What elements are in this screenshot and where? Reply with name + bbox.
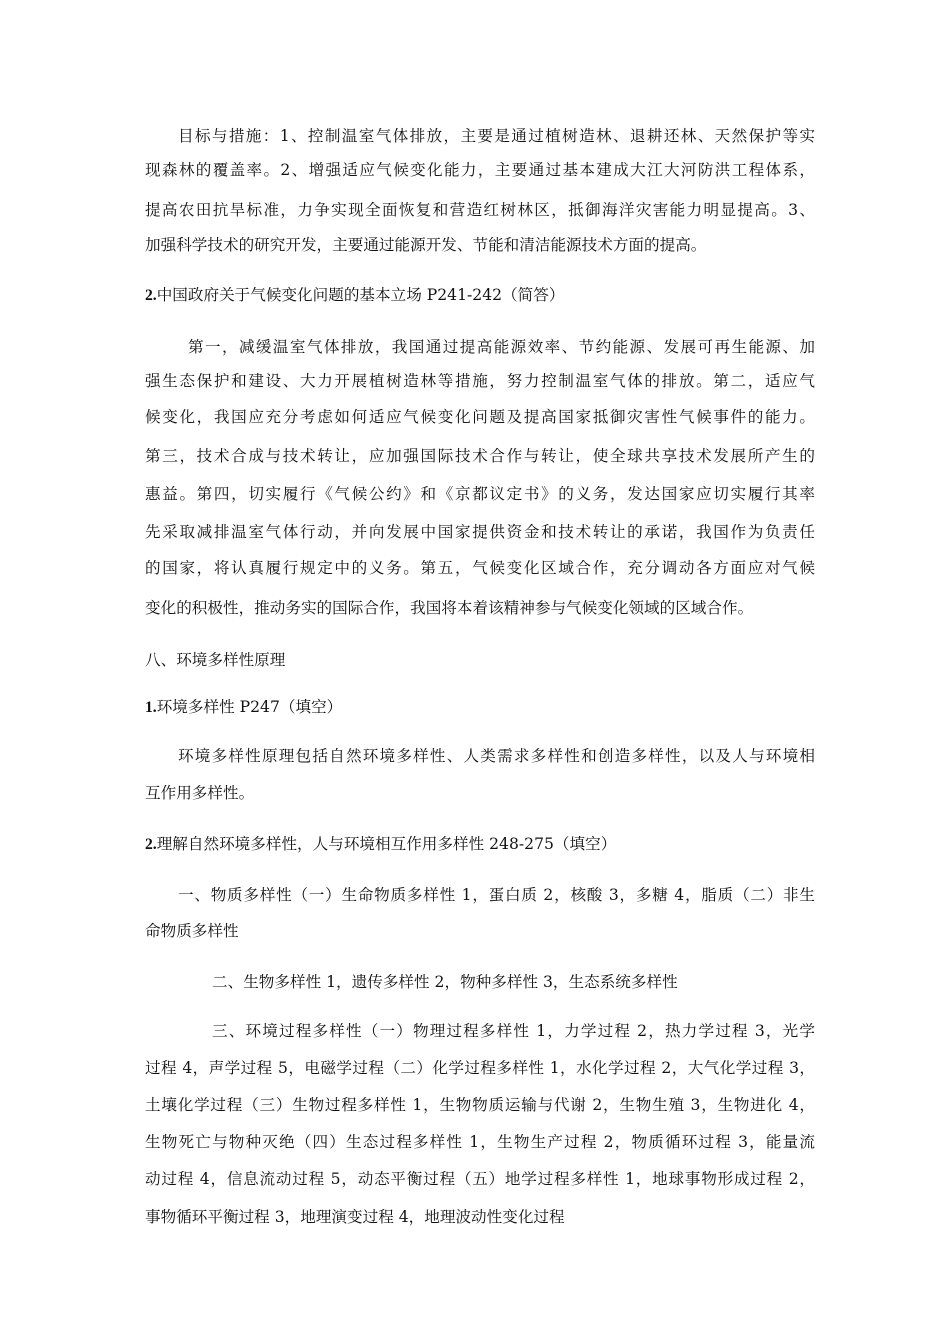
paragraph-line: 现森林的覆盖率。2、增强适应气候变化能力，主要通过基本建成大江大河防洪工程体系， bbox=[145, 161, 815, 179]
paragraph-line: 候变化，我国应充分考虑如何适应气候变化问题及提高国家抵御灾害性气候事件的能力。 bbox=[145, 408, 815, 426]
heading-number: 2. bbox=[145, 836, 157, 853]
paragraph-line: 生物死亡与物种灭绝（四）生态过程多样性 1，生物生产过程 2，物质循环过程 3，能量流 bbox=[145, 1133, 815, 1151]
paragraph-line: 互作用多样性。 bbox=[145, 784, 255, 802]
paragraph-line: 先采取减排温室气体行动，并向发展中国家提供资金和技术转让的承诺，我国作为负责任 bbox=[145, 523, 815, 541]
section-heading bbox=[145, 833, 616, 856]
section-heading bbox=[145, 284, 564, 307]
paragraph-line: 三、环境过程多样性（一）物理过程多样性 1，力学过程 2，热力学过程 3，光学 bbox=[212, 1022, 815, 1040]
paragraph-line: 命物质多样性 bbox=[145, 922, 239, 940]
paragraph-line: 过程 4，声学过程 5，电磁学过程（二）化学过程多样性 1，水化学过程 2，大气化学过程 3， bbox=[145, 1059, 816, 1077]
heading-text: 理解自然环境多样性，人与环境相互作用多样性 248-275（填空） bbox=[156, 835, 617, 853]
paragraph-line: 的国家，将认真履行规定中的义务。第五，气候变化区域合作，充分调动各方面应对气候 bbox=[145, 559, 815, 577]
paragraph-line: 变化的积极性，推动务实的国际合作，我国将本着该精神参与气候变化领域的区域合作。 bbox=[145, 599, 754, 617]
paragraph-line: 目标与措施：1、控制温室气体排放，主要是通过植树造林、退耕还林、天然保护等实 bbox=[178, 127, 815, 145]
paragraph-line: 第三，技术合成与技术转让，应加强国际技术合作与转让，使全球共享技术发展所产生的 bbox=[145, 447, 815, 465]
heading-text: 环境多样性 P247（填空） bbox=[156, 698, 343, 716]
paragraph-line: 惠益。第四，切实履行《气候公约》和《京都议定书》的义务，发达国家应切实履行其率 bbox=[145, 485, 815, 503]
paragraph-line: 提高农田抗旱标准，力争实现全面恢复和营造红树林区，抵御海洋灾害能力明显提高。3、 bbox=[145, 201, 815, 219]
paragraph-line: 动过程 4，信息流动过程 5，动态平衡过程（五）地学过程多样性 1，地球事物形成过程 2， bbox=[145, 1170, 815, 1188]
heading-number: 2. bbox=[145, 287, 157, 304]
paragraph-line: 二、生物多样性 1，遗传多样性 2，物种多样性 3，生态系统多样性 bbox=[212, 973, 678, 991]
heading-text: 中国政府关于气候变化问题的基本立场 P241-242（简答） bbox=[156, 286, 565, 304]
paragraph-line: 加强科学技术的研究开发，主要通过能源开发、节能和清洁能源技术方面的提高。 bbox=[145, 236, 707, 254]
paragraph-line: 土壤化学过程（三）生物过程多样性 1，生物物质运输与代谢 2，生物生殖 3，生物进化 4， bbox=[145, 1096, 815, 1114]
paragraph-line: 第一，减缓温室气体排放，我国通过提高能源效率、节约能源、发展可再生能源、加 bbox=[188, 338, 815, 356]
paragraph-line: 环境多样性原理包括自然环境多样性、人类需求多样性和创造多样性，以及人与环境相 bbox=[178, 747, 815, 765]
section-heading bbox=[145, 696, 342, 719]
paragraph-line: 事物循环平衡过程 3，地理演变过程 4，地理波动性变化过程 bbox=[145, 1208, 565, 1226]
paragraph-line: 一、物质多样性（一）生命物质多样性 1，蛋白质 2，核酸 3，多糖 4，脂质（二）非生 bbox=[178, 886, 815, 904]
paragraph-line: 强生态保护和建设、大力开展植树造林等措施，努力控制温室气体的排放。第二，适应气 bbox=[145, 372, 815, 390]
heading-number: 1. bbox=[145, 699, 157, 716]
section-title: 八、环境多样性原理 bbox=[145, 651, 286, 669]
